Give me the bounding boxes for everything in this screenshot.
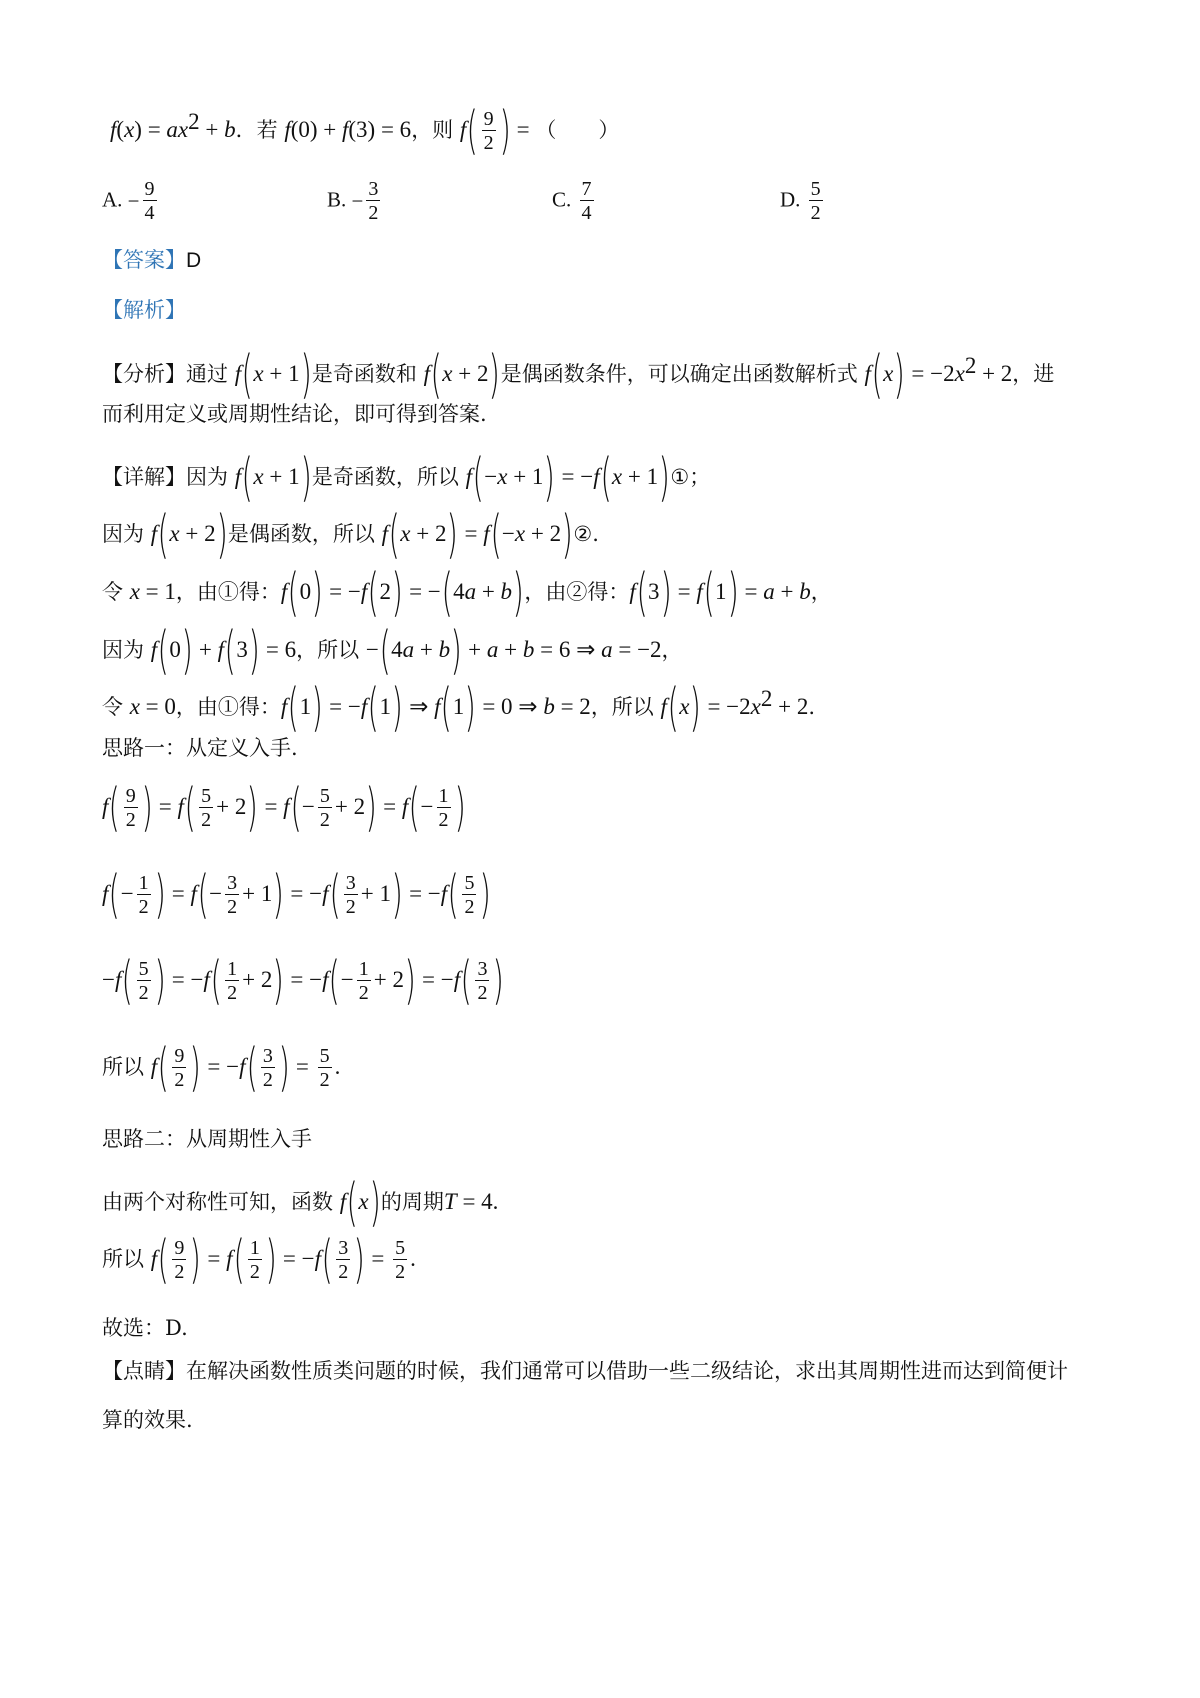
answer-line xyxy=(102,250,201,271)
option-b[interactable]: B. − $\frac{3}{2}$ xyxy=(327,178,379,224)
xiangjie-line-1: 【详解】因为 f(x + 1)是奇函数，所以 f(−x + 1) = −f(x + 1)①； xyxy=(102,448,711,508)
dianjing-line-1: 【点睛】在解决函数性质类问题的时候，我们通常可以借助一些二级结论，求出其周期性进而达到简便计 xyxy=(102,1359,1068,1383)
xiangjie-line-4: 因为 f(0) + f(3) = 6，所以 −(4a + b) + a + b = 6 ⇒ a = −2， xyxy=(102,621,683,681)
option-c[interactable]: C. $\frac{7}{4}$ xyxy=(552,178,592,224)
answer-tag: 【答案】 xyxy=(102,248,186,272)
silu1-eq3: −f( $\frac{5}{2}$ ) = −f( $\frac{1}{2}$ + 2) = −f(− $\frac{1}{2}$ + 2) = −f( $\frac{3}{2}$ ) xyxy=(102,951,505,1012)
xiangjie-line-3: 令 x = 1，由①得：f(0) = −f(2) = −(4a + b)，由②得：f(3) = f(1) = a + b， xyxy=(102,563,832,623)
xiangjie-line-5: 令 x = 0，由①得：f(1) = −f(1) ⇒ f(1) = 0 ⇒ b = 2，所以 $f(x) = -2x^2 + 2$. xyxy=(102,678,816,738)
final-choice: 故选：D. xyxy=(102,1316,188,1340)
xiangjie-line-2: 因为 f(x + 2)是偶函数，所以 f(x + 2) = f(−x + 2)②. xyxy=(102,505,599,565)
silu1-eq2: f(− $\frac{1}{2}$ ) = f(− $\frac{3}{2}$ + 1) = −f( $\frac{3}{2}$ + 1) = −f( $\frac{5}{2}$ ) xyxy=(102,865,492,926)
answer-value: D xyxy=(186,249,202,272)
option-d[interactable]: D. $\frac{5}{2}$ xyxy=(780,178,821,224)
silu2-title: 思路二：从周期性入手 xyxy=(102,1127,312,1151)
silu1-eq1: f( $\frac{9}{2}$ ) = f( $\frac{5}{2}$ + 2) = f(− $\frac{5}{2}$ + 2) = f(− $\frac{1}{2}$ ) xyxy=(102,778,466,839)
analysis-tag: 【解析】 xyxy=(102,298,186,322)
silu1-title: 思路一：从定义入手. xyxy=(102,736,298,760)
silu2-conclusion: 所以 f( $\frac{9}{2}$ ) = f( $\frac{1}{2}$ ) = −f( $\frac{3}{2}$ ) = $\frac{5}{2}$ . xyxy=(102,1230,416,1291)
silu1-conclusion: 所以 f( $\frac{9}{2}$ ) = −f( $\frac{3}{2}$ ) = $\frac{5}{2}$ . xyxy=(102,1038,341,1099)
fenxi-line-1: 【分析】通过 f(x + 1)是奇函数和 f(x + 2)是偶函数条件，可以确定出函数解析式 $f(x) = -2x^2 + 2$，进 xyxy=(102,345,1055,405)
question-stem: $f(x) = ax^2 + b$．若 f(0) + f(3) = 6，则 f( $\frac{9}{2}$ ) = （ ） xyxy=(110,101,620,162)
silu2-line-1: 由两个对称性可知，函数 f(x)的周期T = 4. xyxy=(102,1173,499,1233)
dianjing-line-2: 算的效果. xyxy=(102,1408,193,1432)
option-a[interactable]: A. − $\frac{9}{4}$ xyxy=(102,178,155,224)
fenxi-line-2: 而利用定义或周期性结论，即可得到答案. xyxy=(102,402,487,426)
